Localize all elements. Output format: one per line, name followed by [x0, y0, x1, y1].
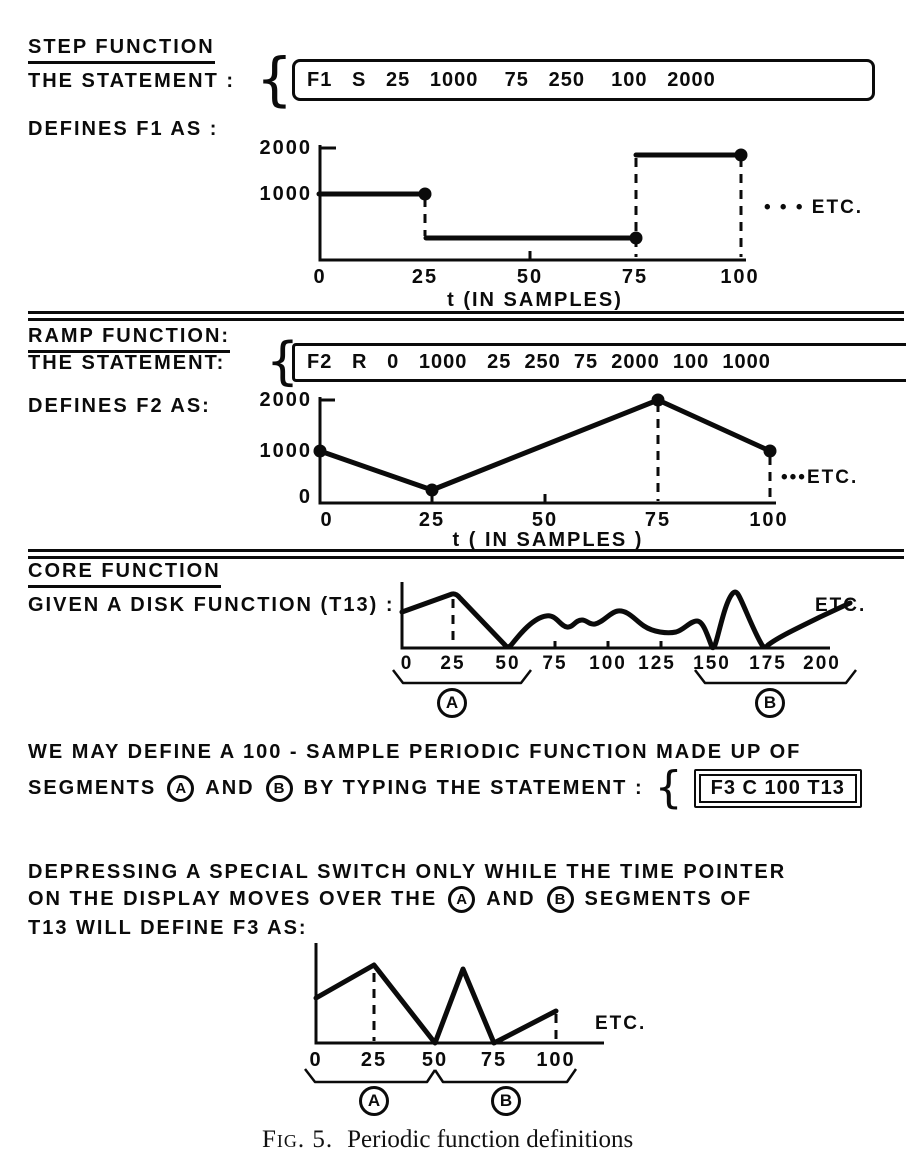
figure-caption: [262, 1126, 633, 1154]
x-tick-label: 50: [516, 266, 544, 288]
ramp-defines-label: DEFINES F2 AS:: [28, 395, 211, 417]
y-tick-label: 0: [298, 486, 312, 508]
f2-ramp-line: [320, 400, 770, 490]
y-tick-label: 1000: [259, 440, 312, 462]
x-tick-label: 50: [531, 509, 559, 531]
compose-statement-box: [694, 769, 862, 808]
step-heading: STEP FUNCTION: [28, 36, 215, 64]
y-tick-label: 2000: [259, 137, 312, 159]
x-tick-label: 0: [400, 653, 414, 674]
f1-step-plot: [319, 145, 748, 260]
y-tick-label: 1000: [259, 183, 312, 205]
step-statement-box: [292, 59, 875, 101]
x-tick-label: 100: [589, 653, 627, 674]
f2-data-point-dots: [314, 394, 777, 497]
figure-caption-text: Periodic function definitions: [347, 1126, 634, 1153]
f1-data-point-dots: [419, 149, 748, 245]
f3-curve: [316, 965, 556, 1043]
segment-b-badge: B: [491, 1086, 521, 1116]
switch-line-2-mid: AND: [486, 888, 536, 910]
segment-b-badge: B: [547, 886, 574, 913]
ramp-heading: RAMP FUNCTION:: [28, 325, 230, 353]
compose-open-brace: {: [654, 762, 683, 813]
compose-line-2-post: BY TYPING THE STATEMENT :: [303, 776, 644, 799]
etc-label: ETC.: [595, 1013, 647, 1034]
step-defines-label: DEFINES F1 AS :: [28, 118, 219, 140]
ramp-statement-label: THE STATEMENT:: [28, 352, 226, 374]
compose-line-2: [28, 762, 862, 813]
step-statement-label: THE STATEMENT :: [28, 70, 236, 92]
x-tick-label: 125: [638, 653, 676, 674]
x-tick-label: 50: [421, 1049, 449, 1071]
x-tick-label: 175: [749, 653, 787, 674]
switch-line-1: DEPRESSING A SPECIAL SWITCH ONLY WHILE THE TIME POINTER: [28, 861, 787, 883]
x-tick-label: 0: [313, 266, 327, 288]
compose-line-2-mid: AND: [205, 776, 255, 799]
section-divider: [28, 311, 904, 321]
segment-a-badge: A: [167, 775, 194, 802]
ramp-statement-text: F2 R 0 1000 25 250 75 2000 100 1000: [307, 351, 771, 373]
x-tick-label: 75: [480, 1049, 508, 1071]
t13-curve: [402, 592, 850, 648]
x-tick-label: 75: [542, 653, 568, 674]
x-tick-label: 0: [320, 509, 334, 531]
x-tick-label: 25: [411, 266, 439, 288]
compose-line-2-pre: SEGMENTS: [28, 776, 157, 799]
section-divider: [28, 549, 904, 559]
y-tick-label: 2000: [259, 389, 312, 411]
f3-axes: [316, 943, 604, 1043]
x-tick-label: 25: [360, 1049, 388, 1071]
f2-dashed-projections: [432, 403, 770, 502]
figure-caption-number: Fig. 5.: [262, 1126, 334, 1153]
x-tick-label: 100: [749, 509, 789, 531]
segment-a-badge: A: [437, 688, 467, 718]
x-tick-label: 100: [720, 266, 760, 288]
step-statement-text: F1 S 25 1000 75 250 100 2000: [307, 68, 716, 91]
x-axis-title: t (IN SAMPLES): [447, 289, 623, 311]
segment-b-badge: B: [755, 688, 785, 718]
compose-statement-text: F3 C 100 T13: [710, 776, 845, 799]
x-tick-label: 0: [309, 1049, 323, 1071]
f2-axes: [320, 397, 776, 503]
x-axis-title: t ( IN SAMPLES ): [452, 529, 644, 551]
etc-label: • • • ETC.: [764, 197, 864, 218]
x-tick-label: 25: [418, 509, 446, 531]
step-open-brace: {: [256, 45, 293, 113]
switch-line-2: [28, 886, 752, 913]
etc-label: ETC.: [815, 595, 867, 616]
compose-line-1: WE MAY DEFINE A 100 - SAMPLE PERIODIC FUNCTION MADE UP OF: [28, 741, 802, 763]
f3-dashed-projections: [374, 973, 556, 1041]
x-tick-label: 150: [693, 653, 731, 674]
core-given-label: GIVEN A DISK FUNCTION (T13) :: [28, 594, 395, 616]
segment-a-badge: A: [448, 886, 475, 913]
x-tick-label: 200: [803, 653, 841, 674]
x-tick-label: 100: [536, 1049, 576, 1071]
switch-line-3: T13 WILL DEFINE F3 AS:: [28, 917, 308, 939]
x-tick-label: 50: [495, 653, 521, 674]
switch-line-2-pre: ON THE DISPLAY MOVES OVER THE: [28, 888, 438, 910]
t13-xticks: [555, 641, 661, 648]
x-tick-label: 75: [621, 266, 649, 288]
x-tick-label: 75: [644, 509, 672, 531]
f1-axes: [320, 145, 746, 260]
f1-step-segments: [319, 155, 741, 238]
f2-ramp-plot: [314, 394, 777, 504]
segment-b-badge: B: [266, 775, 293, 802]
ramp-statement-box: [292, 343, 906, 382]
segment-a-badge: A: [359, 1086, 389, 1116]
switch-line-2-post: SEGMENTS OF: [584, 888, 753, 910]
t13-axes: [402, 582, 830, 648]
x-tick-label: 25: [440, 653, 466, 674]
f1-dashed-projections: [425, 158, 741, 257]
etc-label: •••ETC.: [781, 467, 859, 488]
ramp-open-brace: {: [266, 332, 300, 392]
core-heading: CORE FUNCTION: [28, 560, 221, 588]
